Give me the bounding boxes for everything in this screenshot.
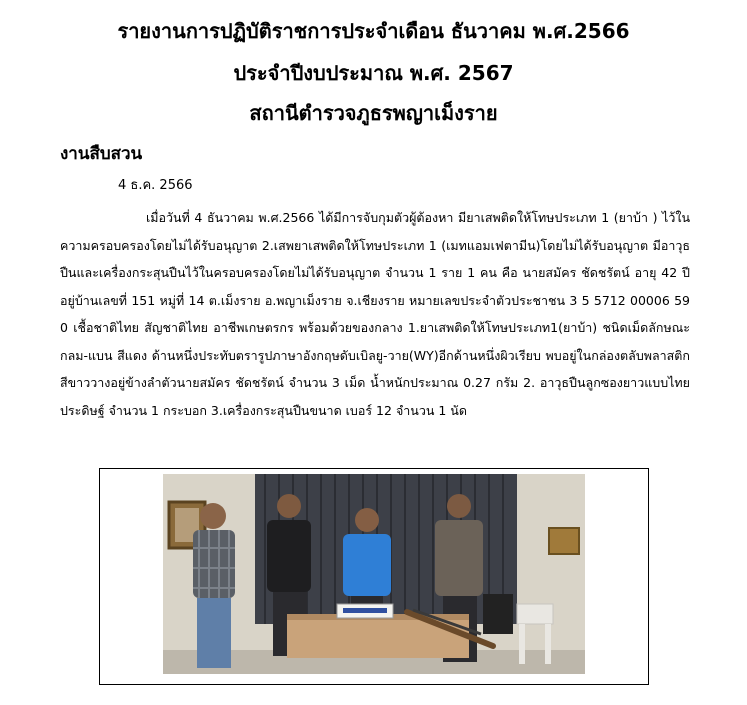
report-body: เมื่อวันที่ 4 ธันวาคม พ.ศ.2566 ได้มีการจับกุมตัวผู้ต้องหา มียาเสพติดให้โทษประเภท 1 (ยาบ้า ) ไว้ในความครอบครองโดยไม่ได้รับอนุญาต 2.เสพยาเสพติดให้โทษประเภท 1 (เมทแอมเฟตามีน)โดยไม่ได้รับอนุญาต มีอาวุธปืนและเครื่องกระสุนปืนไว้ในครอบครองโดยไม่ได้รับอนุญาต จำนวน 1 ราย 1 คน คือ นายสมัคร ชัดชรัตน์ อายุ 42 ปี อยู่บ้านเลขที่ 151 หมู่ที่ 14 ต.เม็งราย อ.พญาเม็งราย จ.เชียงราย หมายเลขประจำตัวประชาชน 3 5 5712 00006 59 0 เชื้อชาติไทย สัญชาติไทย อาชีพเกษตรกร พร้อมด้วยของกลาง 1.ยาเสพติดให้โทษประเภท1(ยาบ้า) ชนิดเม็ดลักษณะกลม-แบน สีแดง ด้านหนึ่งประทับตรารูปภาษาอังกฤษดับเบิลยู-วาย(WY)อีกด้านหนึ่งผิวเรียบ พบอยู่ในกล่องตลับพลาสติกสีขาววางอยู่ข้างลำตัวนายสมัคร ชัดชรัตน์ จำนวน 3 เม็ด น้ำหนักประมาณ 0.27 กรัม 2. อาวุธปืนลูกซองยาวแบบไทยประดิษฐ์ จำนวน 1 กระบอก 3.เครื่องกระสุนปืนขนาด เบอร์ 12 จำนวน 1 นัด (60, 210, 690, 418)
arrest-photo (163, 474, 585, 674)
station-title: สถานีตำรวจภูธรพญาเม็งราย (249, 101, 498, 125)
photo-frame (99, 468, 649, 685)
arrest-photo-illustration (163, 474, 585, 674)
report-title: รายงานการปฏิบัติราชการประจำเดือน ธันวาคม พ.ศ.2566 (117, 19, 630, 43)
fiscal-year-title: ประจำปีงบประมาณ พ.ศ. 2567 (233, 61, 514, 85)
section-heading: งานสืบสวน (60, 144, 143, 164)
report-date: 4 ธ.ค. 2566 (118, 178, 193, 193)
